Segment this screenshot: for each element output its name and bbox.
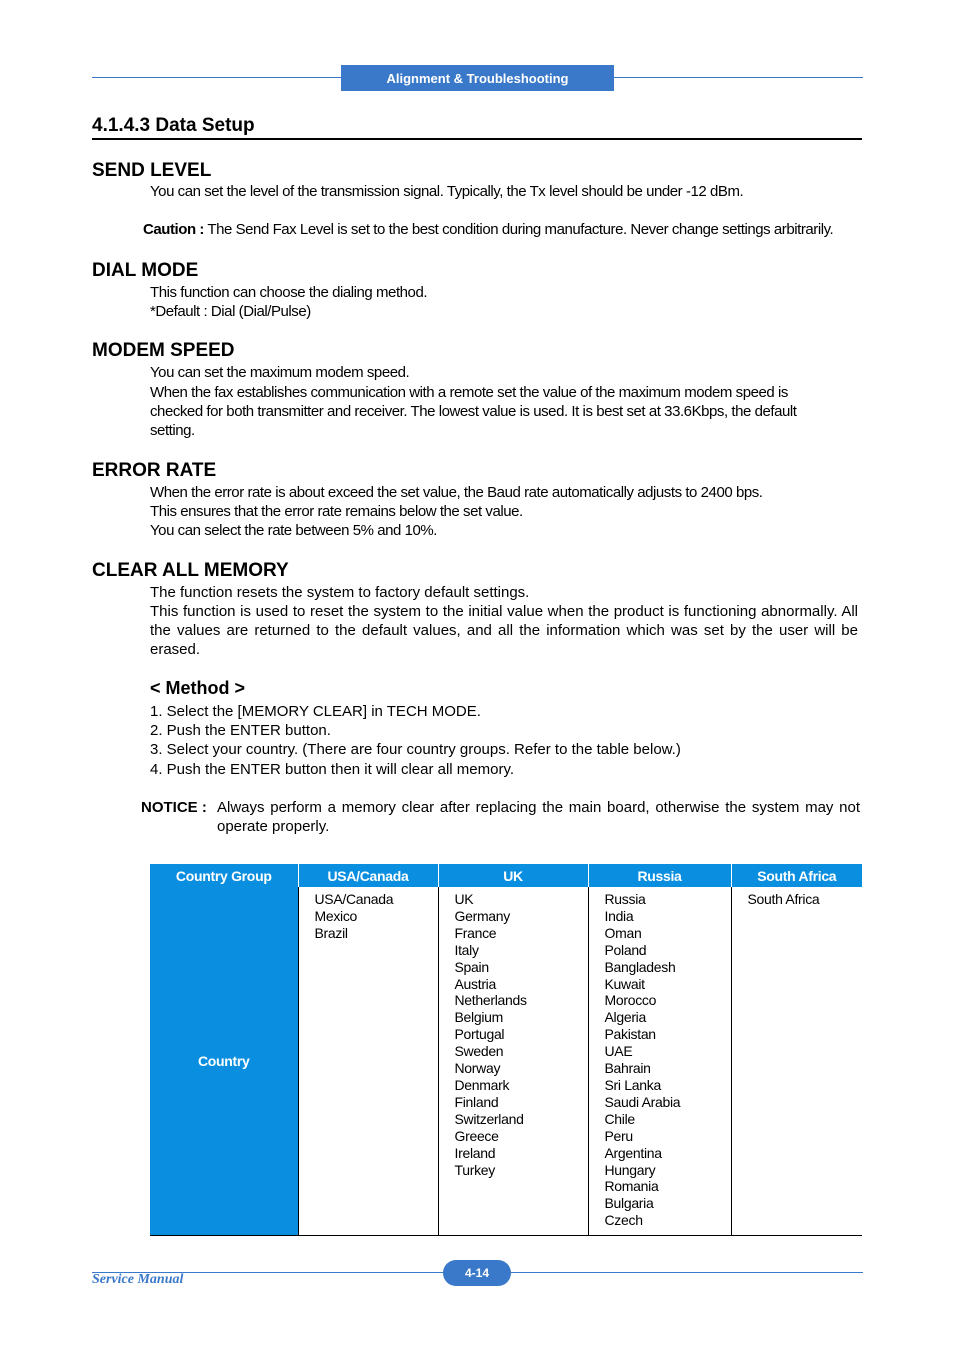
method-step-1: 1. Select the [MEMORY CLEAR] in TECH MODE. bbox=[150, 703, 481, 720]
header-rule-right bbox=[614, 77, 863, 78]
country-item: Hungary bbox=[604, 1161, 656, 1178]
col-usa-canada bbox=[298, 887, 438, 1236]
error-rate-line3: You can select the rate between 5% and 10%. bbox=[150, 522, 437, 539]
country-item: Finland bbox=[454, 1093, 499, 1110]
country-group-table bbox=[150, 864, 862, 1236]
modem-speed-heading: MODEM SPEED bbox=[92, 340, 235, 361]
footer-label: Service Manual bbox=[92, 1272, 184, 1287]
country-item: Greece bbox=[454, 1127, 499, 1144]
method-step-4: 4. Push the ENTER button then it will clear all memory. bbox=[150, 761, 515, 778]
country-item: Chile bbox=[604, 1110, 635, 1127]
error-rate-line2: This ensures that the error rate remains below the set value. bbox=[150, 503, 523, 520]
row-label-country: Country bbox=[150, 887, 298, 1236]
col-south-africa bbox=[731, 887, 862, 1236]
country-item: Belgium bbox=[454, 1009, 503, 1026]
country-item: Denmark bbox=[454, 1076, 510, 1093]
error-rate-heading: ERROR RATE bbox=[92, 460, 217, 481]
caution-text: The Send Fax Level is set to the best condition during manufacture. Never change settings arbitrarily. bbox=[203, 221, 834, 238]
country-item: Sri Lanka bbox=[604, 1076, 661, 1093]
country-item: Austria bbox=[454, 975, 496, 992]
country-item: Algeria bbox=[604, 1009, 646, 1026]
country-item: Argentina bbox=[604, 1144, 662, 1161]
clear-memory-heading: CLEAR ALL MEMORY bbox=[92, 560, 289, 581]
country-item: Mexico bbox=[314, 907, 358, 924]
header-uk: UK bbox=[438, 864, 588, 887]
country-item: Spain bbox=[454, 958, 489, 975]
dial-mode-line2: *Default : Dial (Dial/Pulse) bbox=[150, 303, 311, 320]
country-item: Portugal bbox=[454, 1026, 505, 1043]
caution-note bbox=[143, 221, 833, 238]
notice bbox=[141, 798, 863, 836]
country-item: France bbox=[454, 924, 497, 941]
notice-label: NOTICE : bbox=[141, 799, 207, 816]
country-item: Sweden bbox=[454, 1043, 504, 1060]
country-item: Bahrain bbox=[604, 1060, 651, 1077]
country-item: Pakistan bbox=[604, 1026, 656, 1043]
country-item: Ireland bbox=[454, 1144, 496, 1161]
country-item: Netherlands bbox=[454, 992, 527, 1009]
country-item: Turkey bbox=[454, 1161, 495, 1178]
dial-mode-heading: DIAL MODE bbox=[92, 260, 199, 281]
country-item: UK bbox=[454, 891, 474, 907]
header-rule-left bbox=[92, 77, 341, 78]
country-item: South Africa bbox=[747, 891, 820, 907]
clear-memory-line1: The function resets the system to factory default settings. bbox=[150, 584, 530, 601]
modem-speed-line1: You can set the maximum modem speed. bbox=[150, 364, 410, 381]
notice-text: Always perform a memory clear after replacing the main board, otherwise the system may not operate properly. bbox=[217, 799, 860, 835]
section-tab: Alignment & Troubleshooting bbox=[341, 65, 614, 91]
country-item: Norway bbox=[454, 1060, 501, 1077]
caution-label: Caution : bbox=[143, 221, 204, 238]
country-item: Kuwait bbox=[604, 975, 645, 992]
country-item: Bangladesh bbox=[604, 958, 676, 975]
country-item: Peru bbox=[604, 1127, 633, 1144]
send-level-text: You can set the level of the transmission signal. Typically, the Tx level should be under -12 dBm. bbox=[150, 183, 744, 200]
col-russia bbox=[588, 887, 731, 1236]
country-item: Morocco bbox=[604, 992, 657, 1009]
clear-memory-paragraph: This function is used to reset the system to the initial value when the product is functioning abnormally. All the values are returned to the default values, and all the information which was set by the user will be erased. bbox=[150, 603, 858, 658]
dial-mode-line1: This function can choose the dialing method. bbox=[150, 284, 428, 301]
country-item: Saudi Arabia bbox=[604, 1093, 681, 1110]
country-item: Russia bbox=[604, 891, 646, 907]
col-uk bbox=[438, 887, 588, 1236]
country-item: Poland bbox=[604, 941, 647, 958]
country-item: Switzerland bbox=[454, 1110, 524, 1127]
method-step-2: 2. Push the ENTER button. bbox=[150, 722, 331, 739]
country-item: UAE bbox=[604, 1043, 633, 1060]
send-level-heading: SEND LEVEL bbox=[92, 160, 212, 181]
country-item: Germany bbox=[454, 907, 510, 924]
country-item: USA/Canada bbox=[314, 891, 394, 907]
error-rate-line1: When the error rate is about exceed the set value, the Baud rate automatically adjusts to 2400 bps. bbox=[150, 484, 763, 501]
country-item: Italy bbox=[454, 941, 479, 958]
country-item: Brazil bbox=[314, 924, 348, 941]
header-russia: Russia bbox=[588, 864, 731, 887]
country-item: Oman bbox=[604, 924, 642, 941]
method-heading: < Method > bbox=[150, 678, 246, 698]
method-step-3: 3. Select your country. (There are four country groups. Refer to the table below.) bbox=[150, 741, 681, 758]
header-country-group: Country Group bbox=[150, 864, 298, 887]
title-underline bbox=[92, 138, 862, 140]
modem-speed-line2: When the fax establishes communication with a remote set the value of the maximum modem speed is bbox=[150, 384, 788, 401]
header-usa-canada: USA/Canada bbox=[298, 864, 438, 887]
country-item: Czech bbox=[604, 1212, 643, 1229]
page-title: 4.1.4.3 Data Setup bbox=[92, 115, 255, 136]
table-header-row bbox=[150, 864, 862, 887]
page-number: 4-14 bbox=[443, 1260, 511, 1286]
table-row bbox=[150, 887, 862, 1236]
header-south-africa: South Africa bbox=[731, 864, 862, 887]
modem-speed-line4: setting. bbox=[150, 422, 195, 439]
country-item: India bbox=[604, 907, 634, 924]
country-item: Bulgaria bbox=[604, 1195, 654, 1212]
country-item: Romania bbox=[604, 1178, 659, 1195]
modem-speed-line3: checked for both transmitter and receiver. The lowest value is used. It is best set at 33.6Kbps, the default bbox=[150, 403, 797, 420]
